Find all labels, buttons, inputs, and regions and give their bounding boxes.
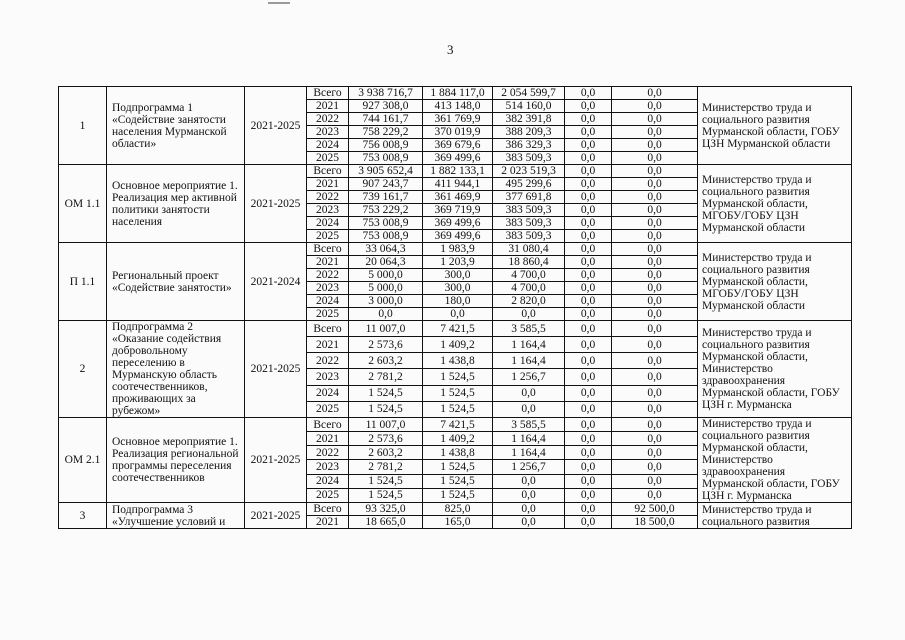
value-cell: 756 008,9 [349, 139, 423, 152]
value-cell: 361 469,9 [423, 191, 493, 204]
value-cell: 0,0 [612, 178, 698, 191]
value-cell: 3 585,5 [493, 418, 565, 432]
value-cell: 18 500,0 [612, 516, 698, 529]
value-cell: 1 256,7 [493, 369, 565, 385]
value-cell: 7 421,5 [423, 321, 493, 337]
program-period: 2021-2025 [245, 87, 307, 165]
year-cell: 2021 [307, 256, 349, 269]
value-cell: 1 524,5 [349, 488, 423, 502]
year-cell: Всего [307, 418, 349, 432]
value-cell: 1 983,9 [423, 243, 493, 256]
value-cell: 0,0 [565, 385, 612, 401]
year-cell: 2025 [307, 308, 349, 321]
value-cell: 0,0 [612, 321, 698, 337]
page-number: 3 [447, 42, 454, 57]
value-cell: 0,0 [349, 308, 423, 321]
value-cell: 1 409,2 [423, 432, 493, 446]
value-cell: 0,0 [565, 321, 612, 337]
program-period: 2021-2025 [245, 503, 307, 529]
program-code: ОМ 2.1 [59, 418, 107, 503]
value-cell: 413 148,0 [423, 100, 493, 113]
year-cell: 2023 [307, 282, 349, 295]
value-cell: 411 944,1 [423, 178, 493, 191]
program-name: Подпрограмма 3 «Улучшение условий и [107, 503, 245, 529]
value-cell: 3 000,0 [349, 295, 423, 308]
value-cell: 0,0 [565, 230, 612, 243]
program-period: 2021-2025 [245, 418, 307, 503]
value-cell: 1 438,8 [423, 446, 493, 460]
year-cell: 2021 [307, 432, 349, 446]
year-cell: 2024 [307, 385, 349, 401]
value-cell: 0,0 [612, 87, 698, 100]
value-cell: 18 860,4 [493, 256, 565, 269]
value-cell: 2 573,6 [349, 432, 423, 446]
value-cell: 0,0 [612, 474, 698, 488]
value-cell: 300,0 [423, 282, 493, 295]
value-cell: 744 161,7 [349, 113, 423, 126]
value-cell: 0,0 [565, 269, 612, 282]
value-cell: 0,0 [612, 165, 698, 178]
value-cell: 514 160,0 [493, 100, 565, 113]
program-name: Подпрограмма 1 «Содействие занятости населения Мурманской области» [107, 87, 245, 165]
value-cell: 1 882 133,1 [423, 165, 493, 178]
year-cell: Всего [307, 243, 349, 256]
value-cell: 0,0 [612, 100, 698, 113]
value-cell: 753 008,9 [349, 230, 423, 243]
value-cell: 0,0 [423, 308, 493, 321]
year-cell: 2021 [307, 516, 349, 529]
value-cell: 0,0 [565, 369, 612, 385]
value-cell: 0,0 [565, 446, 612, 460]
responsible-executor: Министерство труда и социального развития Мурманской области, МГОБУ/ГОБУ ЦЗН Мурманской области [698, 165, 852, 243]
value-cell: 1 524,5 [349, 474, 423, 488]
value-cell: 753 229,2 [349, 204, 423, 217]
table-row [59, 321, 852, 337]
year-cell: Всего [307, 87, 349, 100]
value-cell: 0,0 [565, 126, 612, 139]
value-cell: 300,0 [423, 269, 493, 282]
program-name: Региональный проект «Содействие занятости» [107, 243, 245, 321]
value-cell: 0,0 [565, 516, 612, 529]
year-cell: 2022 [307, 113, 349, 126]
value-cell: 31 080,4 [493, 243, 565, 256]
value-cell: 2 781,2 [349, 460, 423, 474]
value-cell: 369 719,9 [423, 204, 493, 217]
table-row [59, 418, 852, 432]
year-cell: 2022 [307, 353, 349, 369]
header-rule [268, 2, 290, 4]
value-cell: 361 769,9 [423, 113, 493, 126]
value-cell: 0,0 [612, 217, 698, 230]
budget-table [58, 86, 852, 529]
value-cell: 1 524,5 [349, 385, 423, 401]
program-name: Подпрограмма 2 «Оказание содействия добровольному переселению в Мурманскую область соотечественников, проживающих за рубежом» [107, 321, 245, 418]
program-period: 2021-2025 [245, 321, 307, 418]
value-cell: 0,0 [612, 369, 698, 385]
value-cell: 0,0 [565, 308, 612, 321]
value-cell: 1 524,5 [423, 460, 493, 474]
value-cell: 0,0 [565, 503, 612, 516]
value-cell: 2 781,2 [349, 369, 423, 385]
value-cell: 165,0 [423, 516, 493, 529]
value-cell: 0,0 [612, 460, 698, 474]
budget-table-body [59, 87, 852, 529]
value-cell: 753 008,9 [349, 152, 423, 165]
program-period: 2021-2025 [245, 165, 307, 243]
year-cell: 2023 [307, 204, 349, 217]
value-cell: 0,0 [612, 418, 698, 432]
value-cell: 0,0 [612, 401, 698, 417]
program-code: ОМ 1.1 [59, 165, 107, 243]
value-cell: 3 938 716,7 [349, 87, 423, 100]
value-cell: 11 007,0 [349, 418, 423, 432]
value-cell: 2 603,2 [349, 353, 423, 369]
program-name: Основное мероприятие 1. Реализация мер активной политики занятости населения [107, 165, 245, 243]
value-cell: 0,0 [493, 385, 565, 401]
year-cell: 2025 [307, 401, 349, 417]
value-cell: 1 884 117,0 [423, 87, 493, 100]
value-cell: 3 905 652,4 [349, 165, 423, 178]
value-cell: 0,0 [565, 460, 612, 474]
value-cell: 0,0 [612, 385, 698, 401]
table-row [59, 165, 852, 178]
value-cell: 1 438,8 [423, 353, 493, 369]
value-cell: 1 164,4 [493, 432, 565, 446]
value-cell: 0,0 [612, 295, 698, 308]
value-cell: 7 421,5 [423, 418, 493, 432]
table-row [59, 243, 852, 256]
value-cell: 1 524,5 [423, 474, 493, 488]
value-cell: 1 164,4 [493, 353, 565, 369]
value-cell: 0,0 [565, 488, 612, 502]
value-cell: 1 524,5 [349, 401, 423, 417]
value-cell: 1 164,4 [493, 446, 565, 460]
value-cell: 1 256,7 [493, 460, 565, 474]
value-cell: 1 524,5 [423, 401, 493, 417]
value-cell: 0,0 [493, 308, 565, 321]
value-cell: 0,0 [565, 87, 612, 100]
value-cell: 739 161,7 [349, 191, 423, 204]
program-code: П 1.1 [59, 243, 107, 321]
year-cell: 2022 [307, 191, 349, 204]
year-cell: 2024 [307, 217, 349, 230]
value-cell: 0,0 [565, 295, 612, 308]
program-period: 2021-2024 [245, 243, 307, 321]
year-cell: 2023 [307, 460, 349, 474]
responsible-executor: Министерство труда и социального развития Мурманской области, ГОБУ ЦЗН Мурманской области [698, 87, 852, 165]
value-cell: 0,0 [565, 217, 612, 230]
year-cell: Всего [307, 165, 349, 178]
year-cell: 2023 [307, 126, 349, 139]
value-cell: 3 585,5 [493, 321, 565, 337]
value-cell: 5 000,0 [349, 269, 423, 282]
value-cell: 93 325,0 [349, 503, 423, 516]
value-cell: 0,0 [612, 204, 698, 217]
value-cell: 0,0 [565, 418, 612, 432]
year-cell: 2022 [307, 269, 349, 282]
value-cell: 92 500,0 [612, 503, 698, 516]
program-code: 3 [59, 503, 107, 529]
value-cell: 907 243,7 [349, 178, 423, 191]
value-cell: 382 391,8 [493, 113, 565, 126]
value-cell: 18 665,0 [349, 516, 423, 529]
value-cell: 0,0 [612, 488, 698, 502]
value-cell: 386 329,3 [493, 139, 565, 152]
value-cell: 0,0 [565, 337, 612, 353]
value-cell: 0,0 [493, 516, 565, 529]
value-cell: 753 008,9 [349, 217, 423, 230]
value-cell: 388 209,3 [493, 126, 565, 139]
value-cell: 0,0 [565, 191, 612, 204]
value-cell: 0,0 [612, 269, 698, 282]
year-cell: 2021 [307, 100, 349, 113]
value-cell: 1 164,4 [493, 337, 565, 353]
value-cell: 2 603,2 [349, 446, 423, 460]
value-cell: 0,0 [612, 432, 698, 446]
value-cell: 369 499,6 [423, 217, 493, 230]
year-cell: 2024 [307, 295, 349, 308]
value-cell: 495 299,6 [493, 178, 565, 191]
value-cell: 0,0 [565, 432, 612, 446]
value-cell: 370 019,9 [423, 126, 493, 139]
value-cell: 0,0 [565, 178, 612, 191]
value-cell: 0,0 [612, 139, 698, 152]
value-cell: 377 691,8 [493, 191, 565, 204]
value-cell: 0,0 [612, 353, 698, 369]
value-cell: 0,0 [612, 446, 698, 460]
value-cell: 0,0 [612, 113, 698, 126]
value-cell: 0,0 [612, 256, 698, 269]
year-cell: 2025 [307, 152, 349, 165]
value-cell: 33 064,3 [349, 243, 423, 256]
value-cell: 0,0 [493, 503, 565, 516]
value-cell: 0,0 [493, 474, 565, 488]
value-cell: 0,0 [565, 165, 612, 178]
value-cell: 5 000,0 [349, 282, 423, 295]
value-cell: 0,0 [612, 337, 698, 353]
year-cell: Всего [307, 503, 349, 516]
year-cell: 2025 [307, 488, 349, 502]
value-cell: 0,0 [493, 488, 565, 502]
value-cell: 0,0 [565, 282, 612, 295]
value-cell: 2 573,6 [349, 337, 423, 353]
value-cell: 0,0 [565, 100, 612, 113]
year-cell: 2024 [307, 139, 349, 152]
value-cell: 2 820,0 [493, 295, 565, 308]
value-cell: 0,0 [565, 353, 612, 369]
value-cell: 383 509,3 [493, 204, 565, 217]
value-cell: 369 499,6 [423, 230, 493, 243]
value-cell: 369 679,6 [423, 139, 493, 152]
responsible-executor: Министерство труда и социального развития Мурманской области, МГОБУ/ГОБУ ЦЗН Мурманской области [698, 243, 852, 321]
year-cell: 2021 [307, 337, 349, 353]
value-cell: 0,0 [612, 230, 698, 243]
value-cell: 383 509,3 [493, 217, 565, 230]
responsible-executor: Министерство труда и социального развития Мурманской области, Министерство здравоохранения Мурманской области, ГОБУ ЦЗН г. Мурманска [698, 418, 852, 503]
value-cell: 0,0 [565, 204, 612, 217]
value-cell: 0,0 [612, 282, 698, 295]
value-cell: 180,0 [423, 295, 493, 308]
value-cell: 20 064,3 [349, 256, 423, 269]
value-cell: 0,0 [565, 474, 612, 488]
value-cell: 0,0 [612, 152, 698, 165]
value-cell: 369 499,6 [423, 152, 493, 165]
year-cell: 2023 [307, 369, 349, 385]
value-cell: 0,0 [493, 401, 565, 417]
responsible-executor: Министерство труда и социального развития [698, 503, 852, 529]
value-cell: 2 054 599,7 [493, 87, 565, 100]
year-cell: 2022 [307, 446, 349, 460]
value-cell: 1 524,5 [423, 385, 493, 401]
value-cell: 825,0 [423, 503, 493, 516]
value-cell: 1 409,2 [423, 337, 493, 353]
value-cell: 927 308,0 [349, 100, 423, 113]
value-cell: 383 509,3 [493, 152, 565, 165]
value-cell: 11 007,0 [349, 321, 423, 337]
value-cell: 0,0 [565, 401, 612, 417]
value-cell: 0,0 [565, 256, 612, 269]
table-row [59, 503, 852, 516]
year-cell: 2025 [307, 230, 349, 243]
program-name: Основное мероприятие 1. Реализация региональной программы переселения соотечественников [107, 418, 245, 503]
value-cell: 0,0 [565, 152, 612, 165]
value-cell: 0,0 [565, 113, 612, 126]
value-cell: 1 524,5 [423, 369, 493, 385]
year-cell: 2021 [307, 178, 349, 191]
value-cell: 4 700,0 [493, 282, 565, 295]
value-cell: 1 203,9 [423, 256, 493, 269]
program-code: 2 [59, 321, 107, 418]
program-code: 1 [59, 87, 107, 165]
value-cell: 383 509,3 [493, 230, 565, 243]
year-cell: 2024 [307, 474, 349, 488]
value-cell: 0,0 [612, 243, 698, 256]
value-cell: 2 023 519,3 [493, 165, 565, 178]
value-cell: 0,0 [565, 243, 612, 256]
value-cell: 1 524,5 [423, 488, 493, 502]
responsible-executor: Министерство труда и социального развития Мурманской области, Министерство здравоохранения Мурманской области, ГОБУ ЦЗН г. Мурманска [698, 321, 852, 418]
value-cell: 0,0 [565, 139, 612, 152]
value-cell: 0,0 [612, 126, 698, 139]
year-cell: Всего [307, 321, 349, 337]
value-cell: 0,0 [612, 308, 698, 321]
value-cell: 4 700,0 [493, 269, 565, 282]
table-row [59, 87, 852, 100]
value-cell: 758 229,2 [349, 126, 423, 139]
value-cell: 0,0 [612, 191, 698, 204]
